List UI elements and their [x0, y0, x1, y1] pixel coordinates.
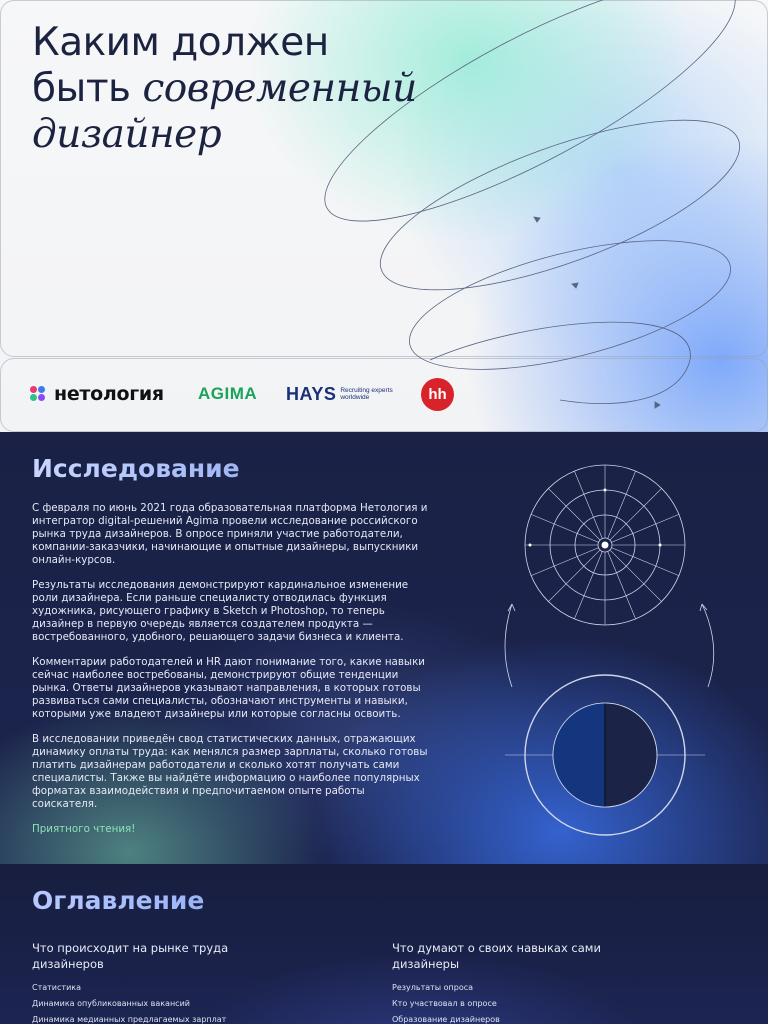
- hays-tagline-line-2: worldwide: [340, 394, 370, 401]
- circles-illustration: [490, 452, 730, 842]
- research-paragraph-3: Комментарии работодателей и HR дают понимание того, какие навыки сейчас наиболее востребованы, демонстрируют общие тенденции рынка. Ответы дизайнеров указывают направления, в которых готовы развиваться сами специалисты, обозначают инструменты и навыки, которыми уже владеют дизайнеры или которые согласны освоить.: [32, 656, 425, 720]
- agima-logo: AGIMA: [198, 384, 258, 403]
- research-paragraph-4: В исследовании приведён свод статистических данных, отражающих динамику оплаты труда: как менялся размер зарплаты, сколько готовы платить дизайнерам работодатели и сколько хотят получать сами специалисты. Также вы найдёте информацию о наиболее популярных форматах взаимодействия и предпочитаемом опыте работы соискателя.: [32, 733, 428, 810]
- toc-heading-skills[interactable]: Что думают о своих навыках сами дизайнеры: [392, 941, 601, 971]
- netology-logo: [30, 376, 164, 412]
- research-body: [32, 502, 432, 848]
- hero-title-italic: современный: [142, 66, 417, 111]
- hero-section: [0, 0, 768, 432]
- toc-item[interactable]: Динамика опубликованных вакансий: [32, 999, 190, 1008]
- hero-title: [32, 20, 417, 158]
- toc-column-skills: [392, 940, 612, 1024]
- split-circle-icon: [505, 675, 705, 835]
- hh-logo: hh: [421, 378, 454, 411]
- hays-tagline-line-1: Recruiting experts: [340, 387, 393, 394]
- toc-column-market: [32, 940, 252, 1024]
- hero-title-line-3: дизайнер: [32, 112, 222, 157]
- research-section: [0, 432, 768, 864]
- netology-dots-icon: [30, 386, 46, 402]
- research-paragraph-2: Результаты исследования демонстрируют кардинальное изменение роли дизайнера. Если раньше специалисту отводилась функция художника, рисующего графику в Sketch и Photoshop, то теперь дизайнер в первую очередь является создателем продукта — востребованного, удобного, решающего задачи бизнеса и клиента.: [32, 579, 409, 643]
- toc-section: [0, 864, 768, 1024]
- hays-wordmark: HAYS: [286, 383, 337, 404]
- toc-item[interactable]: Кто участвовал в опросе: [392, 999, 497, 1008]
- toc-item[interactable]: Динамика медианных предлагаемых зарплат: [32, 1015, 227, 1024]
- toc-item[interactable]: Образование дизайнеров: [392, 1015, 500, 1024]
- hero-title-line-2: [32, 66, 417, 112]
- research-paragraph-1: С февраля по июнь 2021 года образовательная платформа Нетология и интегратор digital-решений Agima провели исследование российского рынка труда дизайнеров. В опросе приняли участие работодатели, компании-заказчики, начинающие и опытные дизайнеры, выпускники онлайн-курсов.: [32, 502, 428, 566]
- netology-wordmark: нетология: [54, 383, 164, 405]
- research-closing: Приятного чтения!: [32, 823, 136, 835]
- research-title: Исследование: [32, 454, 240, 483]
- hays-tagline: [340, 387, 392, 401]
- toc-heading-market[interactable]: Что происходит на рынке труда дизайнеров: [32, 941, 229, 971]
- hays-logo: [286, 376, 393, 412]
- toc-item[interactable]: Статистика: [32, 983, 81, 992]
- wheel-icon: [525, 465, 685, 625]
- toc-list-market: [32, 980, 252, 1024]
- hero-title-plain: быть: [32, 66, 143, 111]
- hero-title-line-1: Каким должен: [32, 20, 329, 65]
- toc-list-skills: [392, 980, 612, 1024]
- toc-title: Оглавление: [32, 886, 205, 915]
- toc-item[interactable]: Результаты опроса: [392, 983, 474, 992]
